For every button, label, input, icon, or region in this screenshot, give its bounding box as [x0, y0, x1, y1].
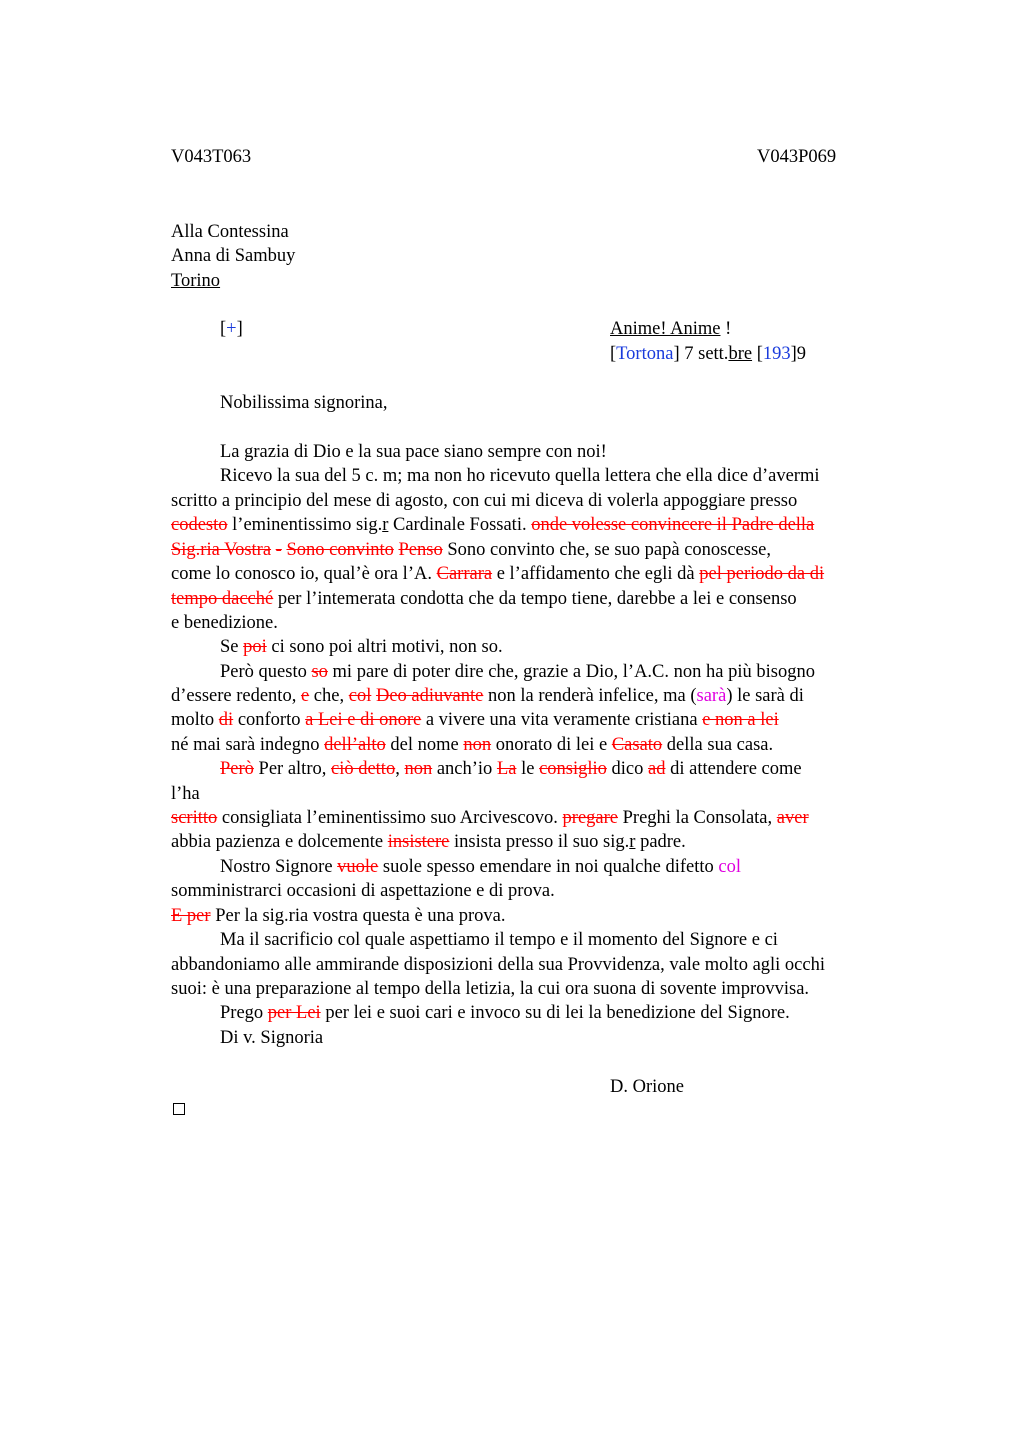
cross-mark: [+] — [220, 319, 243, 339]
body-line: Sig.ria Vostra - Sono convinto Penso Sono convinto che, se suo papà conoscesse, — [171, 540, 772, 560]
signature: D. Orione — [610, 1077, 684, 1097]
right-code: V043P069 — [757, 147, 837, 167]
body-line: Nostro Signore vuole suole spesso emendare in noi qualche difetto col — [220, 857, 741, 877]
body-line: suoi: è una preparazione al tempo della letizia, la cui ora suona di sovente improvvisa. — [171, 979, 810, 999]
motto: Anime! Anime ! — [610, 319, 732, 339]
body-line: l’ha — [171, 784, 200, 804]
address-city: Torino — [171, 271, 221, 291]
body-line: né mai sarà indegno dell’alto del nome non onorato di lei e Casato della sua casa. — [171, 735, 774, 755]
body-line: Però Per altro, ciò detto, non anch’io La le consiglio dico ad di attendere come — [220, 759, 802, 779]
body-line: E per Per la sig.ria vostra questa è una prova. — [171, 906, 506, 926]
body-line: Prego per Lei per lei e suoi cari e invoco su di lei la benedizione del Signore. — [220, 1003, 790, 1023]
address-line-2: Anna di Sambuy — [171, 246, 296, 266]
body-line: Però questo so mi pare di poter dire che, grazie a Dio, l’A.C. non ha più bisogno — [220, 662, 815, 682]
body-line: somministrarci occasioni di aspettazione e di prova. — [171, 881, 555, 901]
body-line: Se poi ci sono poi altri motivi, non so. — [220, 637, 503, 657]
end-box-icon — [173, 1103, 185, 1115]
dateline: [Tortona] 7 sett.bre [193]9 — [610, 344, 807, 364]
body-line: scritto consigliata l’eminentissimo suo Arcivescovo. pregare Preghi la Consolata, aver — [171, 808, 809, 828]
body-line: scritto a principio del mese di agosto, con cui mi diceva di volerla appoggiare presso — [171, 491, 798, 511]
body-line: La grazia di Dio e la sua pace siano sempre con noi! — [220, 442, 607, 462]
body-line: Ricevo la sua del 5 c. m; ma non ho ricevuto quella lettera che ella dice d’avermi — [220, 466, 820, 486]
salutation: Nobilissima signorina, — [220, 393, 388, 413]
body-line: e benedizione. — [171, 613, 278, 633]
left-code: V043T063 — [171, 147, 252, 167]
body-line: abbandoniamo alle ammirande disposizioni della sua Provvidenza, vale molto agli occhi — [171, 955, 825, 975]
body-line: molto di conforto a Lei e di onore a vivere una vita veramente cristiana e non a lei — [171, 710, 779, 730]
body-line: come lo conosco io, qual’è ora l’A. Carrara e l’affidamento che egli dà pel periodo da di — [171, 564, 825, 584]
body-line: d’essere redento, e che, col Deo adiuvante non la renderà infelice, ma (sarà) le sarà di — [171, 686, 804, 706]
body-line: Ma il sacrificio col quale aspettiamo il tempo e il momento del Signore e ci — [220, 930, 778, 950]
body-line: abbia pazienza e dolcemente insistere insista presso il suo sig.r padre. — [171, 832, 686, 852]
body-line: tempo dacché per l’intemerata condotta che da tempo tiene, darebbe a lei e consenso — [171, 589, 797, 609]
closing-line: Di v. Signoria — [220, 1028, 324, 1048]
body-line: codesto l’eminentissimo sig.r Cardinale Fossati. onde volesse convincere il Padre della — [171, 515, 815, 535]
address-line-1: Alla Contessina — [171, 222, 289, 242]
